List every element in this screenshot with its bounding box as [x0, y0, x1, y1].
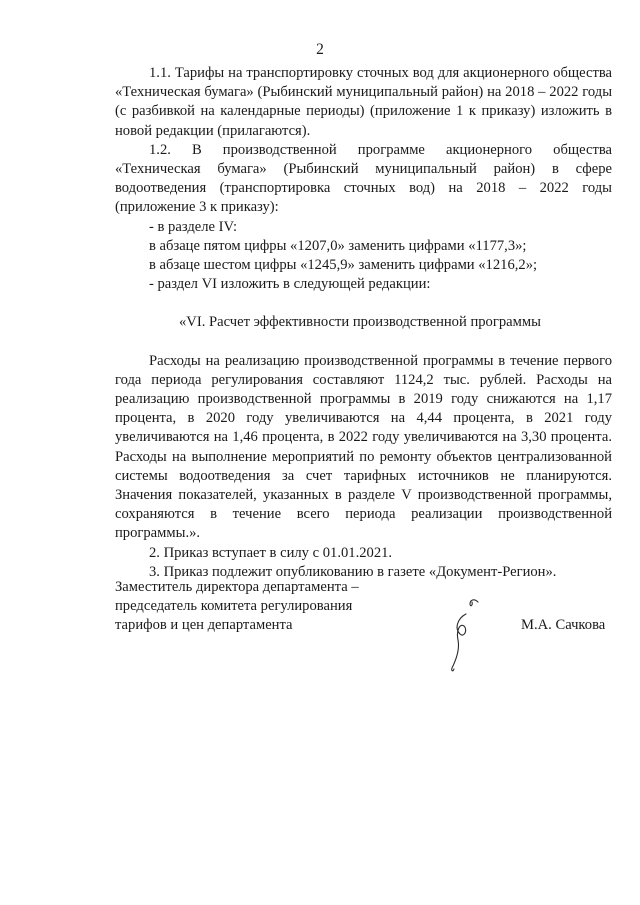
- paragraph-1-2: 1.2. В производственной программе акционерного общества «Техническая бумага» (Рыбинский муниципальный район) в сфере водоотведения (транспортировка сточных вод) на 2018 – 2022 годы (приложение 3 к приказу):: [115, 141, 612, 216]
- signer-title-line-1: Заместитель директора департамента –: [115, 579, 359, 595]
- signature-title-block: [115, 578, 415, 636]
- signer-title-line-2: председатель комитета регулирования: [115, 598, 353, 615]
- handwritten-signature-icon: [440, 596, 490, 676]
- list-item-section-6: - раздел VI изложить в следующей редакции:: [149, 276, 431, 293]
- signer-name: М.А. Сачкова: [521, 617, 606, 633]
- page-number: 2: [316, 41, 324, 58]
- list-item-abzac-6: в абзаце шестом цифры «1245,9» заменить цифрами «1216,2»;: [149, 257, 538, 274]
- paragraph-expenses: Расходы на реализацию производственной программы в течение первого года периода регулирования составляют 1124,2 тыс. рублей. Расходы на реализацию производственной программы в 2019 году снижаются на 1,17 процента, в 2020 году увеличиваются на 4,44 процента, в 2021 году увеличиваются на 1,46 процента, в 2022 году увеличиваются на 3,30 процента. Расходы на выполнение мероприятий по ремонту объектов централизованной системы водоотведения за счет тарифных источников не планируются. Значения показателей, указанных в разделе V производственной программы, сохраняются в течение всего периода реализации производственной программы.».: [115, 352, 612, 542]
- paragraph-1-1: 1.1. Тарифы на транспортировку сточных вод для акционерного общества «Техническая бумага» (Рыбинский муниципальный район) на 2018 – 2022 годы (с разбивкой на календарные периоды) (приложение 1 к приказу) изложить в новой редакции (прилагаются).: [115, 65, 612, 139]
- section-heading: «VI. Расчет эффективности производственной программы: [179, 314, 541, 331]
- signer-title-line-3: тарифов и цен департамента: [115, 617, 293, 634]
- list-item-abzac-5: в абзаце пятом цифры «1207,0» заменить цифрами «1177,3»;: [149, 237, 527, 254]
- paragraph-3: 3. Приказ подлежит опубликованию в газете «Документ-Регион».: [149, 563, 557, 580]
- paragraph-2: 2. Приказ вступает в силу с 01.01.2021.: [149, 544, 393, 561]
- document-body: [115, 64, 612, 582]
- list-item-section-4: - в разделе IV:: [149, 218, 238, 235]
